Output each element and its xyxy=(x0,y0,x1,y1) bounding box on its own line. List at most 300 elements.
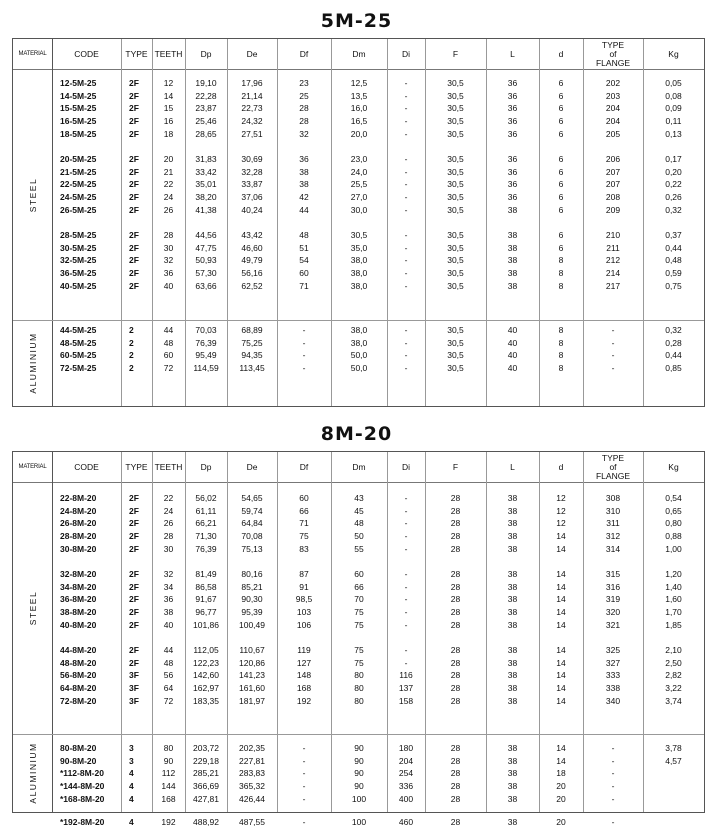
cell-f: 30,5 xyxy=(447,280,464,291)
cell-dp: 229,18 xyxy=(193,755,219,766)
cell-f: 30,5 xyxy=(447,90,464,101)
cell-de: 94,35 xyxy=(241,350,263,361)
cell-di: 180 xyxy=(398,743,414,753)
cell-teeth: 22 xyxy=(163,493,174,503)
cell-d: 14 xyxy=(556,755,566,766)
cell-di: - xyxy=(404,192,408,203)
cell-d: 8 xyxy=(558,255,564,266)
header-dp: Dp xyxy=(200,462,212,472)
cell-f: 30,5 xyxy=(447,192,464,203)
cell-l: 38 xyxy=(507,242,518,253)
cell-flange: 333 xyxy=(605,670,621,681)
cell-flange: 321 xyxy=(605,619,621,630)
cell-type: 2F xyxy=(129,255,139,266)
cell-f: 28 xyxy=(450,505,461,516)
cell-type: 2F xyxy=(129,204,139,215)
cell-code: 36-5M-25 xyxy=(60,268,97,279)
cell-f: 30,5 xyxy=(447,325,464,335)
cell-kg: 0,08 xyxy=(665,90,682,101)
title-5m25: 5M-25 xyxy=(320,10,393,32)
cell-dp: 61,11 xyxy=(195,505,217,516)
cell-dm: 45 xyxy=(354,505,364,516)
cell-df: 91 xyxy=(299,581,309,592)
cell-type: 2F xyxy=(129,90,139,101)
cell-f: 28 xyxy=(450,543,461,554)
cell-dp: 366,69 xyxy=(193,781,219,792)
cell-de: 113,45 xyxy=(239,363,265,374)
cell-df: - xyxy=(302,816,306,827)
cell-df: 60 xyxy=(299,268,309,279)
cell-teeth: 15 xyxy=(163,103,174,114)
cell-dp: 28,65 xyxy=(195,128,217,139)
cell-f: 30,5 xyxy=(447,154,464,164)
header-dm: Dm xyxy=(352,462,366,472)
cell-kg: 0,20 xyxy=(665,166,682,177)
cell-type: 2F xyxy=(129,493,139,503)
cell-kg: 0,32 xyxy=(665,204,682,215)
cell-de: 30,69 xyxy=(241,154,263,164)
cell-dm: 80 xyxy=(354,695,364,706)
cell-code: 15-5M-25 xyxy=(60,103,97,114)
cell-teeth: 168 xyxy=(161,793,176,804)
cell-dm: 66 xyxy=(354,581,364,592)
cell-flange: 203 xyxy=(605,90,621,101)
cell-di: - xyxy=(404,242,408,253)
cell-f: 28 xyxy=(450,594,461,605)
cell-di: - xyxy=(404,518,408,529)
cell-l: 36 xyxy=(507,179,518,190)
cell-dp: 122,23 xyxy=(193,657,219,668)
cell-kg: 1,40 xyxy=(665,581,682,592)
cell-dm: 90 xyxy=(354,743,364,753)
cell-de: 17,96 xyxy=(241,78,263,88)
cell-de: 54,65 xyxy=(241,493,263,503)
cell-flange: 204 xyxy=(605,103,621,114)
cell-code: *192-8M-20 xyxy=(60,816,105,827)
cell-de: 181,97 xyxy=(239,695,265,706)
cell-df: 51 xyxy=(299,242,309,253)
cell-teeth: 60 xyxy=(163,350,174,361)
cell-flange: 207 xyxy=(605,166,621,177)
cell-f: 30,5 xyxy=(447,242,464,253)
cell-d: 6 xyxy=(558,230,564,240)
cell-df: 54 xyxy=(299,255,309,266)
cell-type: 2F xyxy=(129,518,139,529)
cell-type: 2F xyxy=(129,268,139,279)
cell-f: 28 xyxy=(450,518,461,529)
cell-flange: - xyxy=(611,350,615,361)
cell-flange: - xyxy=(611,755,615,766)
cell-type: 2F xyxy=(129,179,139,190)
cell-type: 4 xyxy=(129,816,134,827)
cell-dp: 23,87 xyxy=(195,103,217,114)
cell-code: 64-8M-20 xyxy=(60,683,97,694)
cell-teeth: 14 xyxy=(163,90,174,101)
cell-df: - xyxy=(302,337,306,348)
cell-teeth: 56 xyxy=(163,670,174,681)
cell-df: 44 xyxy=(299,204,309,215)
cell-kg: 3,74 xyxy=(665,695,682,706)
cell-df: - xyxy=(302,755,306,766)
cell-d: 14 xyxy=(556,594,566,605)
cell-dm: 75 xyxy=(354,619,364,630)
cell-f: 28 xyxy=(450,743,461,753)
cell-type: 2 xyxy=(129,325,134,335)
cell-f: 30,5 xyxy=(447,363,464,374)
cell-code: 24-8M-20 xyxy=(60,505,97,516)
cell-dm: 100 xyxy=(351,816,367,827)
cell-type: 2F xyxy=(129,166,139,177)
cell-type: 3F xyxy=(129,695,139,706)
cell-teeth: 28 xyxy=(163,531,174,542)
cell-dm: 75 xyxy=(354,607,364,618)
cell-d: 14 xyxy=(556,683,566,694)
cell-code: 38-8M-20 xyxy=(60,607,97,618)
cell-d: 6 xyxy=(558,204,564,215)
cell-di: - xyxy=(404,531,408,542)
cell-type: 2F xyxy=(129,607,139,618)
cell-code: *144-8M-20 xyxy=(60,781,105,792)
cell-code: 24-5M-25 xyxy=(60,192,97,203)
cell-de: 141,23 xyxy=(239,670,265,681)
cell-f: 30,5 xyxy=(447,116,464,127)
cell-d: 14 xyxy=(556,607,566,618)
cell-kg: 0,13 xyxy=(665,128,682,139)
cell-l: 36 xyxy=(507,103,518,114)
cell-dm: 13,5 xyxy=(350,90,368,101)
cell-teeth: 26 xyxy=(163,518,174,529)
cell-flange: 320 xyxy=(605,607,621,618)
cell-flange: 308 xyxy=(605,493,621,503)
cell-l: 38 xyxy=(507,755,518,766)
cell-l: 38 xyxy=(507,531,518,542)
cell-dp: 70,03 xyxy=(195,325,217,335)
cell-kg: 0,54 xyxy=(665,493,682,503)
cell-d: 20 xyxy=(556,816,566,827)
cell-code: 28-8M-20 xyxy=(60,531,97,542)
cell-code: 72-8M-20 xyxy=(60,695,97,706)
cell-df: 32 xyxy=(299,128,309,139)
cell-f: 28 xyxy=(450,619,461,630)
cell-f: 28 xyxy=(450,607,461,618)
cell-di: - xyxy=(404,90,408,101)
cell-teeth: 72 xyxy=(163,695,174,706)
cell-df: 71 xyxy=(299,280,309,291)
column-divider xyxy=(52,39,53,406)
cell-l: 38 xyxy=(507,768,518,779)
cell-type: 2F xyxy=(129,645,139,655)
cell-dp: 112,05 xyxy=(193,645,219,655)
cell-df: 83 xyxy=(299,543,309,554)
cell-kg: 1,85 xyxy=(665,619,682,630)
cell-df: 28 xyxy=(299,116,309,127)
cell-l: 40 xyxy=(507,350,518,361)
cell-de: 227,81 xyxy=(239,755,265,766)
cell-l: 36 xyxy=(507,116,518,127)
cell-kg: 2,82 xyxy=(665,670,682,681)
cell-dp: 427,81 xyxy=(193,793,219,804)
table-8m20 xyxy=(12,451,705,827)
cell-dm: 30,0 xyxy=(350,204,368,215)
header-dm: Dm xyxy=(352,49,366,59)
cell-l: 38 xyxy=(507,518,518,529)
cell-di: - xyxy=(404,350,408,361)
cell-de: 24,32 xyxy=(241,116,263,127)
cell-f: 28 xyxy=(450,695,461,706)
header-l: L xyxy=(510,49,515,59)
cell-de: 32,28 xyxy=(241,166,263,177)
cell-teeth: 80 xyxy=(163,743,174,753)
cell-l: 38 xyxy=(507,230,518,240)
cell-df: 28 xyxy=(299,103,309,114)
cell-l: 38 xyxy=(507,683,518,694)
table-header xyxy=(13,39,704,70)
cell-df: 103 xyxy=(296,607,312,618)
cell-d: 14 xyxy=(556,670,566,681)
cell-dm: 48 xyxy=(354,518,364,529)
cell-d: 14 xyxy=(556,543,566,554)
cell-d: 14 xyxy=(556,581,566,592)
cell-flange: 314 xyxy=(605,543,621,554)
cell-di: - xyxy=(404,268,408,279)
cell-di: - xyxy=(404,543,408,554)
cell-de: 90,30 xyxy=(241,594,263,605)
cell-df: 66 xyxy=(299,505,309,516)
header-kg: Kg xyxy=(668,49,679,59)
cell-d: 6 xyxy=(558,192,564,203)
cell-dp: 44,56 xyxy=(195,230,217,240)
cell-code: 80-8M-20 xyxy=(60,743,97,753)
cell-di: - xyxy=(404,657,408,668)
header-f: F xyxy=(452,49,459,59)
cell-l: 38 xyxy=(507,255,518,266)
cell-f: 28 xyxy=(450,657,461,668)
cell-teeth: 16 xyxy=(163,116,174,127)
cell-d: 6 xyxy=(558,166,564,177)
cell-d: 8 xyxy=(558,268,564,279)
cell-type: 2F xyxy=(129,543,139,554)
cell-d: 8 xyxy=(558,325,564,335)
cell-flange: - xyxy=(611,743,615,753)
cell-l: 36 xyxy=(507,166,518,177)
cell-l: 36 xyxy=(507,78,518,88)
cell-teeth: 26 xyxy=(163,204,174,215)
cell-kg: 0,44 xyxy=(665,350,682,361)
cell-dp: 76,39 xyxy=(195,543,217,554)
cell-l: 38 xyxy=(507,619,518,630)
cell-di: 400 xyxy=(398,793,414,804)
cell-code: 22-8M-20 xyxy=(60,493,97,503)
cell-f: 28 xyxy=(450,569,461,579)
cell-d: 6 xyxy=(558,78,564,88)
cell-type: 2F xyxy=(129,657,139,668)
cell-dp: 56,02 xyxy=(195,493,217,503)
cell-l: 38 xyxy=(507,743,518,753)
cell-kg: 0,88 xyxy=(665,531,682,542)
cell-di: 137 xyxy=(398,683,414,694)
cell-type: 3F xyxy=(129,670,139,681)
cell-f: 30,5 xyxy=(447,128,464,139)
cell-dm: 38,0 xyxy=(350,268,368,279)
cell-type: 2F xyxy=(129,531,139,542)
header-material: MATERIAL xyxy=(18,464,47,470)
cell-l: 38 xyxy=(507,493,518,503)
cell-type: 2F xyxy=(129,116,139,127)
cell-f: 30,5 xyxy=(447,166,464,177)
cell-teeth: 32 xyxy=(163,569,174,579)
cell-type: 2F xyxy=(129,581,139,592)
cell-flange: 312 xyxy=(605,531,621,542)
cell-dm: 75 xyxy=(354,645,364,655)
cell-flange: 316 xyxy=(605,581,621,592)
cell-df: 48 xyxy=(299,230,309,240)
cell-di: - xyxy=(404,103,408,114)
header-material: MATERIAL xyxy=(18,51,47,57)
cell-code: 48-8M-20 xyxy=(60,657,97,668)
cell-dm: 55 xyxy=(354,543,364,554)
cell-de: 283,83 xyxy=(239,768,265,779)
cell-flange: 310 xyxy=(605,505,621,516)
cell-dp: 114,59 xyxy=(193,363,219,374)
cell-dm: 50 xyxy=(354,531,364,542)
cell-flange: - xyxy=(611,816,615,827)
cell-de: 43,42 xyxy=(241,230,263,240)
cell-code: *112-8M-20 xyxy=(60,768,104,779)
header-flange: TYPE of FLANGE xyxy=(595,452,630,481)
cell-flange: 338 xyxy=(605,683,621,694)
cell-code: 22-5M-25 xyxy=(60,179,97,190)
cell-f: 28 xyxy=(450,768,461,779)
cell-di: - xyxy=(404,128,408,139)
cell-flange: - xyxy=(611,363,615,374)
cell-f: 28 xyxy=(450,493,461,503)
cell-type: 2F xyxy=(129,280,139,291)
cell-teeth: 34 xyxy=(163,581,174,592)
cell-df: - xyxy=(302,781,306,792)
cell-dm: 38,0 xyxy=(350,337,368,348)
table-5m25 xyxy=(12,38,705,407)
cell-de: 110,67 xyxy=(239,645,265,655)
cell-dp: 41,38 xyxy=(195,204,217,215)
cell-code: 28-5M-25 xyxy=(60,230,97,240)
cell-l: 38 xyxy=(507,280,518,291)
cell-flange: 209 xyxy=(605,204,621,215)
cell-dm: 90 xyxy=(354,768,364,779)
cell-flange: 205 xyxy=(605,128,621,139)
cell-d: 8 xyxy=(558,363,564,374)
cell-d: 14 xyxy=(556,619,566,630)
cell-flange: 315 xyxy=(605,569,621,579)
cell-d: 12 xyxy=(556,493,566,503)
cell-dp: 31,83 xyxy=(195,154,217,164)
cell-type: 2F xyxy=(129,78,139,88)
cell-l: 40 xyxy=(507,363,518,374)
cell-df: - xyxy=(302,363,306,374)
cell-de: 100,49 xyxy=(239,619,265,630)
cell-di: 254 xyxy=(398,768,414,779)
cell-kg: 0,80 xyxy=(665,518,682,529)
cell-l: 38 xyxy=(507,569,518,579)
cell-dm: 50,0 xyxy=(350,350,368,361)
cell-kg: 1,60 xyxy=(665,594,682,605)
cell-df: - xyxy=(302,793,306,804)
cell-d: 6 xyxy=(558,116,564,127)
cell-d: 6 xyxy=(558,103,564,114)
cell-kg: 0,11 xyxy=(665,116,682,127)
cell-d: 8 xyxy=(558,350,564,361)
cell-teeth: 44 xyxy=(163,645,174,655)
header-de: De xyxy=(246,49,258,59)
cell-teeth: 36 xyxy=(163,268,174,279)
cell-de: 80,16 xyxy=(241,569,263,579)
cell-di: - xyxy=(404,166,408,177)
cell-code: 72-5M-25 xyxy=(60,363,97,374)
cell-de: 161,60 xyxy=(239,683,265,694)
cell-type: 2F xyxy=(129,594,139,605)
header-dp: Dp xyxy=(200,49,212,59)
cell-code: 26-5M-25 xyxy=(60,204,97,215)
column-divider xyxy=(52,452,53,812)
cell-df: 71 xyxy=(299,518,309,529)
cell-de: 70,08 xyxy=(241,531,263,542)
cell-d: 18 xyxy=(556,768,566,779)
cell-di: - xyxy=(404,325,408,335)
header-teeth: TEETH xyxy=(154,462,183,472)
cell-l: 36 xyxy=(507,154,518,164)
cell-flange: 208 xyxy=(605,192,621,203)
cell-f: 28 xyxy=(450,670,461,681)
header-code: CODE xyxy=(74,462,99,472)
cell-kg: 0,22 xyxy=(665,179,682,190)
cell-code: 34-8M-20 xyxy=(60,581,97,592)
cell-dm: 50,0 xyxy=(350,363,368,374)
cell-di: 116 xyxy=(399,670,413,681)
cell-de: 46,60 xyxy=(241,242,263,253)
cell-df: 106 xyxy=(296,619,312,630)
cell-de: 37,06 xyxy=(241,192,263,203)
cell-l: 38 xyxy=(507,268,518,279)
material-text: ALUMINIUM xyxy=(27,332,38,394)
cell-di: - xyxy=(404,230,408,240)
cell-teeth: 48 xyxy=(163,337,174,348)
cell-dp: 203,72 xyxy=(193,743,219,753)
cell-dm: 60 xyxy=(354,569,364,579)
cell-code: *168-8M-20 xyxy=(60,793,105,804)
material-text: ALUMINIUM xyxy=(27,742,38,804)
cell-code: 44-5M-25 xyxy=(60,325,97,335)
cell-code: 14-5M-25 xyxy=(60,90,97,101)
cell-type: 2 xyxy=(129,337,134,348)
cell-kg: 0,44 xyxy=(665,242,682,253)
cell-df: 192 xyxy=(296,695,312,706)
cell-flange: 202 xyxy=(605,78,621,88)
cell-code: 40-8M-20 xyxy=(60,619,97,630)
cell-flange: 211 xyxy=(606,242,620,253)
column-divider xyxy=(121,452,122,812)
cell-d: 14 xyxy=(556,645,566,655)
cell-df: 148 xyxy=(296,670,312,681)
cell-flange: - xyxy=(611,781,615,792)
cell-di: - xyxy=(404,204,408,215)
cell-flange: 319 xyxy=(605,594,621,605)
cell-l: 38 xyxy=(507,607,518,618)
cell-teeth: 22 xyxy=(163,179,174,190)
cell-type: 2F xyxy=(129,128,139,139)
cell-d: 14 xyxy=(556,695,566,706)
cell-d: 20 xyxy=(556,781,566,792)
cell-d: 20 xyxy=(556,793,566,804)
header-flange: TYPE of FLANGE xyxy=(595,39,630,68)
